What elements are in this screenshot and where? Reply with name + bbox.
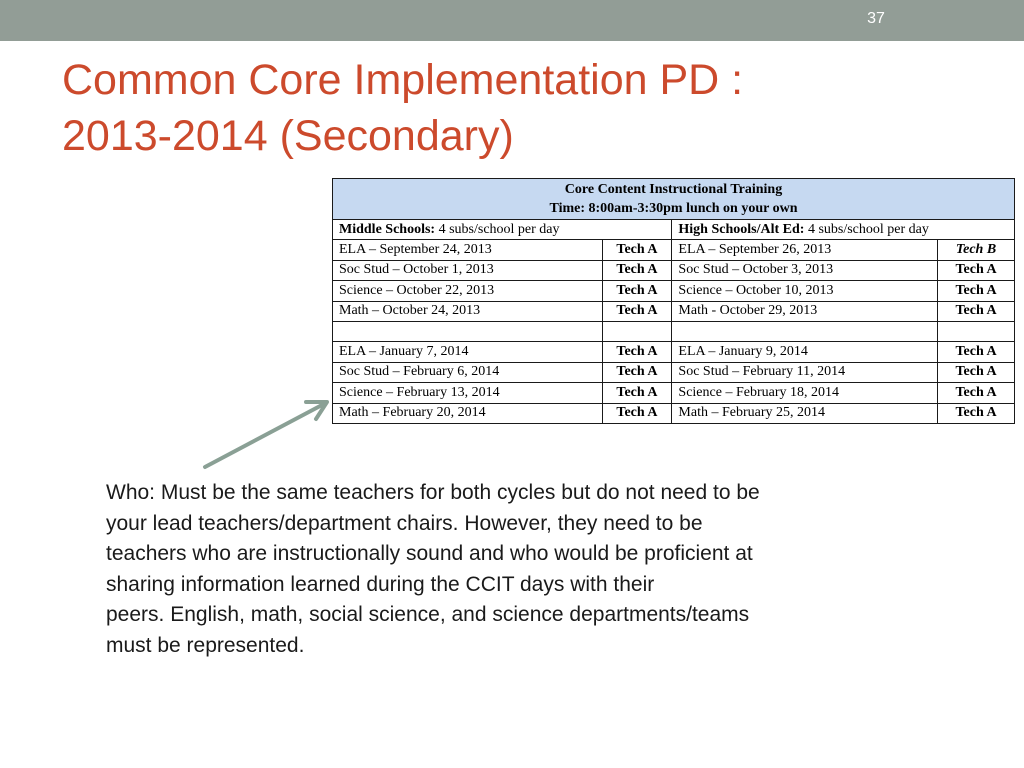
middle-school-room: Tech A	[602, 403, 672, 423]
high-school-room: Tech A	[938, 260, 1015, 280]
high-school-room: Tech A	[938, 383, 1015, 403]
middle-school-session: Soc Stud – October 1, 2013	[333, 260, 603, 280]
high-school-session: Math – February 25, 2014	[672, 403, 938, 423]
high-school-room: Tech A	[938, 403, 1015, 423]
high-school-room: Tech A	[938, 301, 1015, 321]
middle-school-session: Science – February 13, 2014	[333, 383, 603, 403]
middle-school-session: Math – February 20, 2014	[333, 403, 603, 423]
middle-school-session: Soc Stud – February 6, 2014	[333, 362, 603, 382]
middle-school-room: Tech A	[602, 260, 672, 280]
high-school-room: Tech B	[938, 240, 1015, 260]
middle-school-session: ELA – January 7, 2014	[333, 342, 603, 362]
middle-school-room: Tech A	[602, 301, 672, 321]
middle-school-room: Tech A	[602, 342, 672, 362]
middle-school-room: Tech A	[602, 281, 672, 301]
middle-school-session: Math – October 24, 2013	[333, 301, 603, 321]
high-schools-detail: 4 subs/school per day	[804, 221, 929, 237]
who-description: Who: Must be the same teachers for both cycles but do not need to be your lead teachers/department chairs. However, they need to be teachers who are instructionally sound and who would be proficient at sharing information learned during the CCIT days with their peers. English, math, social science, and science departments/teams must be represented.	[106, 481, 760, 657]
middle-school-session: Science – October 22, 2013	[333, 281, 603, 301]
high-school-session: Soc Stud – February 11, 2014	[672, 362, 938, 382]
table-header-title: Core Content Instructional Training	[564, 182, 783, 197]
high-school-room: Tech A	[938, 342, 1015, 362]
high-schools-label: High Schools/Alt Ed:	[678, 221, 805, 237]
table-header-time: Time: 8:00am-3:30pm lunch on your own	[549, 201, 798, 216]
slide-title-line-2: 2013-2014 (Secondary)	[62, 112, 514, 160]
slide-number: 37	[867, 10, 885, 27]
middle-school-room: Tech A	[602, 240, 672, 260]
middle-schools-label: Middle Schools:	[339, 221, 436, 237]
middle-schools-detail: 4 subs/school per day	[435, 221, 560, 237]
high-school-session: Science – February 18, 2014	[672, 383, 938, 403]
arrow-shaft	[205, 405, 322, 467]
high-school-session: Science – October 10, 2013	[672, 281, 938, 301]
high-school-session: ELA – September 26, 2013	[672, 240, 938, 260]
middle-school-room: Tech A	[602, 383, 672, 403]
high-school-session: Math - October 29, 2013	[672, 301, 938, 321]
middle-school-room: Tech A	[602, 362, 672, 382]
high-school-room: Tech A	[938, 281, 1015, 301]
high-school-room: Tech A	[938, 362, 1015, 382]
slide-title-line-1: Common Core Implementation PD :	[62, 56, 744, 104]
high-school-session: Soc Stud – October 3, 2013	[672, 260, 938, 280]
middle-school-session: ELA – September 24, 2013	[333, 240, 603, 260]
high-school-session: ELA – January 9, 2014	[672, 342, 938, 362]
